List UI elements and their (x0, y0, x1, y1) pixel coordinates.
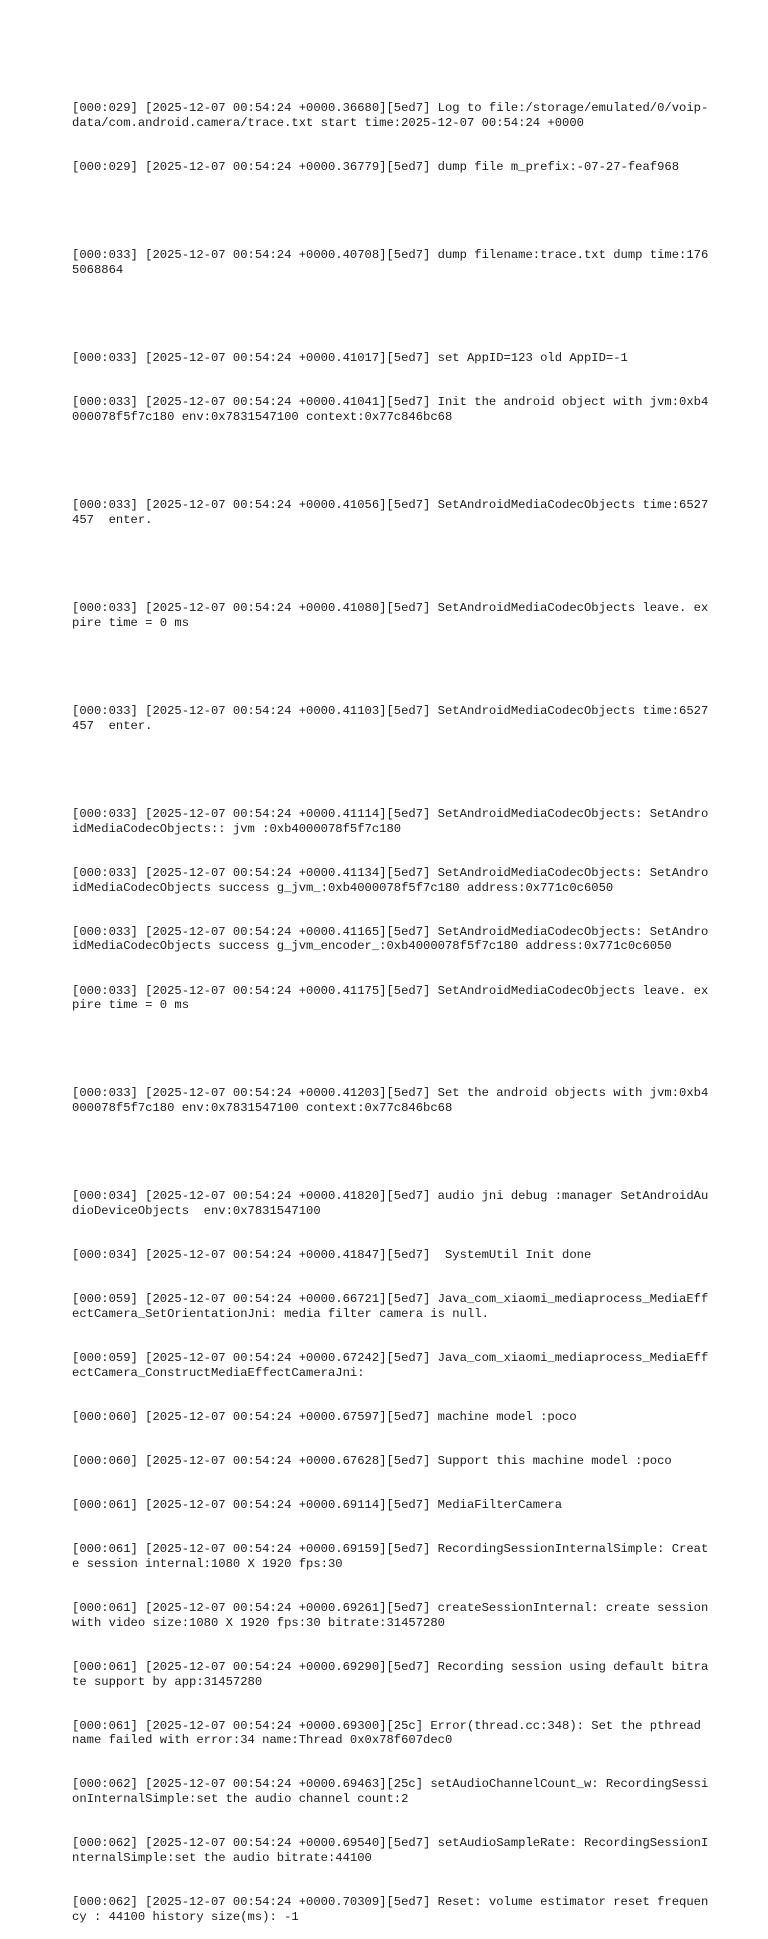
log-entry: [000:033] [2025-12-07 00:54:24 +0000.41203][5ed7] Set the android objects with jvm:0xb4000078f5f7c180 env:0x7831547100 context:0x77c846bc68 (72, 1086, 709, 1116)
log-entry: [000:033] [2025-12-07 00:54:24 +0000.41056][5ed7] SetAndroidMediaCodecObjects time:6527457 enter. (72, 498, 709, 528)
log-entry: [000:033] [2025-12-07 00:54:24 +0000.41103][5ed7] SetAndroidMediaCodecObjects time:6527457 enter. (72, 704, 709, 733)
log-entry: [000:062] [2025-12-07 00:54:24 +0000.69540][5ed7] setAudioSampleRate: RecordingSessionInternalSimple:set the audio bitrate:44100 (72, 1836, 709, 1865)
log-entry: [000:059] [2025-12-07 00:54:24 +0000.67242][5ed7] Java_com_xiaomi_mediaprocess_MediaEffectCamera_ConstructMediaEffectCameraJni: (72, 1351, 709, 1380)
log-entry: [000:060] [2025-12-07 00:54:24 +0000.67597][5ed7] machine model :poco (72, 1409, 577, 1424)
log-entry: [000:033] [2025-12-07 00:54:24 +0000.41134][5ed7] SetAndroidMediaCodecObjects: SetAndroidMediaCodecObjects success g_jvm_:0xb4000078f5f7c180 address:0x771c0c6050 (72, 865, 709, 895)
log-entry: [000:061] [2025-12-07 00:54:24 +0000.69114][5ed7] MediaFilterCamera (72, 1498, 563, 1513)
log-entry: [000:061] [2025-12-07 00:54:24 +0000.69261][5ed7] createSessionInternal: create session with video size:1080 X 1920 fps:30 bitrate:31457280 (72, 1601, 716, 1630)
log-entry: [000:029] [2025-12-07 00:54:24 +0000.36680][5ed7] Log to file:/storage/emulated/0/voip-data/com.android.camera/trace.txt start time:2025-12-07 00:54:24 +0000 (72, 101, 709, 131)
log-entry: [000:033] [2025-12-07 00:54:24 +0000.40708][5ed7] dump filename:trace.txt dump time:1765068864 (72, 248, 709, 278)
log-entry: [000:060] [2025-12-07 00:54:24 +0000.67628][5ed7] Support this machine model :poco (72, 1453, 672, 1468)
log-entry: [000:033] [2025-12-07 00:54:24 +0000.41165][5ed7] SetAndroidMediaCodecObjects: SetAndroidMediaCodecObjects success g_jvm_encoder_:0xb4000078f5f7c180 address:0x771c0c6050 (72, 924, 709, 954)
log-entry: [000:059] [2025-12-07 00:54:24 +0000.66721][5ed7] Java_com_xiaomi_mediaprocess_MediaEffectCamera_SetOrientationJni: media filter camera is null. (72, 1292, 709, 1321)
log-entry: [000:061] [2025-12-07 00:54:24 +0000.69300][25c] Error(thread.cc:348): Set the pthread name failed with error:34 name:Thread 0x0x78f607dec0 (72, 1718, 709, 1748)
log-entry: [000:033] [2025-12-07 00:54:24 +0000.41114][5ed7] SetAndroidMediaCodecObjects: SetAndroidMediaCodecObjects:: jvm :0xb4000078f5f7c180 (72, 807, 709, 836)
log-blank-line (72, 763, 712, 778)
log-blank-line (72, 660, 712, 675)
log-document (72, 72, 716, 1939)
log-entry: [000:034] [2025-12-07 00:54:24 +0000.41847][5ed7] SystemUtil Init done (72, 1248, 592, 1263)
log-entry: [000:061] [2025-12-07 00:54:24 +0000.69159][5ed7] RecordingSessionInternalSimple: Create session internal:1080 X 1920 fps:30 (72, 1542, 709, 1571)
log-entry: [000:033] [2025-12-07 00:54:24 +0000.41080][5ed7] SetAndroidMediaCodecObjects leave. expire time = 0 ms (72, 601, 709, 630)
log-entry: [000:033] [2025-12-07 00:54:24 +0000.41175][5ed7] SetAndroidMediaCodecObjects leave. expire time = 0 ms (72, 983, 709, 1013)
log-entry: [000:033] [2025-12-07 00:54:24 +0000.41041][5ed7] Init the android object with jvm:0xb4000078f5f7c180 env:0x7831547100 context:0x77c846bc68 (72, 395, 709, 425)
log-blank-line (72, 307, 712, 322)
log-blank-line (72, 1145, 712, 1160)
log-blank-line (72, 1042, 712, 1057)
log-blank-line (72, 204, 712, 219)
log-blank-line (72, 454, 712, 469)
log-blank-line (72, 557, 712, 572)
log-entry: [000:061] [2025-12-07 00:54:24 +0000.69290][5ed7] Recording session using default bitrate support by app:31457280 (72, 1659, 709, 1689)
log-entry: [000:033] [2025-12-07 00:54:24 +0000.41017][5ed7] set AppID=123 old AppID=-1 (72, 351, 628, 366)
log-entry: [000:034] [2025-12-07 00:54:24 +0000.41820][5ed7] audio jni debug :manager SetAndroidAudioDeviceObjects env:0x7831547100 (72, 1189, 709, 1219)
log-entry: [000:062] [2025-12-07 00:54:24 +0000.69463][25c] setAudioChannelCount_w: RecordingSessionInternalSimple:set the audio channel count:2 (72, 1777, 709, 1807)
log-entry: [000:029] [2025-12-07 00:54:24 +0000.36779][5ed7] dump file m_prefix:-07-27-feaf968 (72, 160, 680, 175)
log-entry: [000:062] [2025-12-07 00:54:24 +0000.70309][5ed7] Reset: volume estimator reset frequency : 44100 history size(ms): -1 (72, 1895, 709, 1924)
